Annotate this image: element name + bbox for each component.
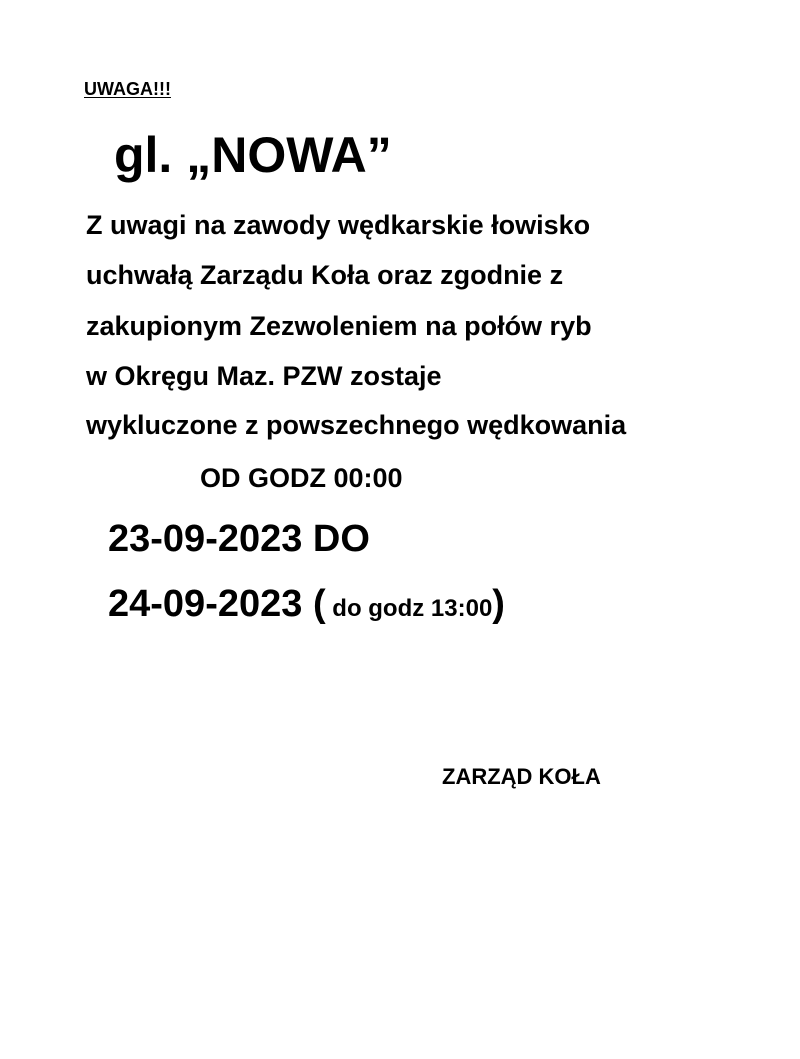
- start-date: 23-09-2023 DO: [108, 518, 370, 560]
- signature: ZARZĄD KOŁA: [442, 764, 601, 789]
- start-time: OD GODZ 00:00: [200, 463, 403, 493]
- notice-line-5: wykluczone z powszechnego wędkowania: [86, 410, 627, 440]
- end-date: 24-09-2023: [108, 583, 303, 625]
- end-time: do godz 13:00: [325, 595, 493, 622]
- end-date-line: [108, 585, 505, 623]
- notice-line-3: zakupionym Zezwoleniem na połów ryb: [86, 311, 592, 341]
- notice-line-4: w Okręgu Maz. PZW zostaje: [86, 361, 442, 391]
- fishery-title: gl. „NOWA”: [114, 127, 392, 183]
- warning-heading: UWAGA!!!: [84, 79, 171, 99]
- close-parenthesis: ): [492, 583, 505, 625]
- notice-line-1: Z uwagi na zawody wędkarskie łowisko: [86, 210, 591, 240]
- open-parenthesis: (: [302, 583, 326, 625]
- notice-line-2: uchwałą Zarządu Koła oraz zgodnie z: [86, 260, 564, 290]
